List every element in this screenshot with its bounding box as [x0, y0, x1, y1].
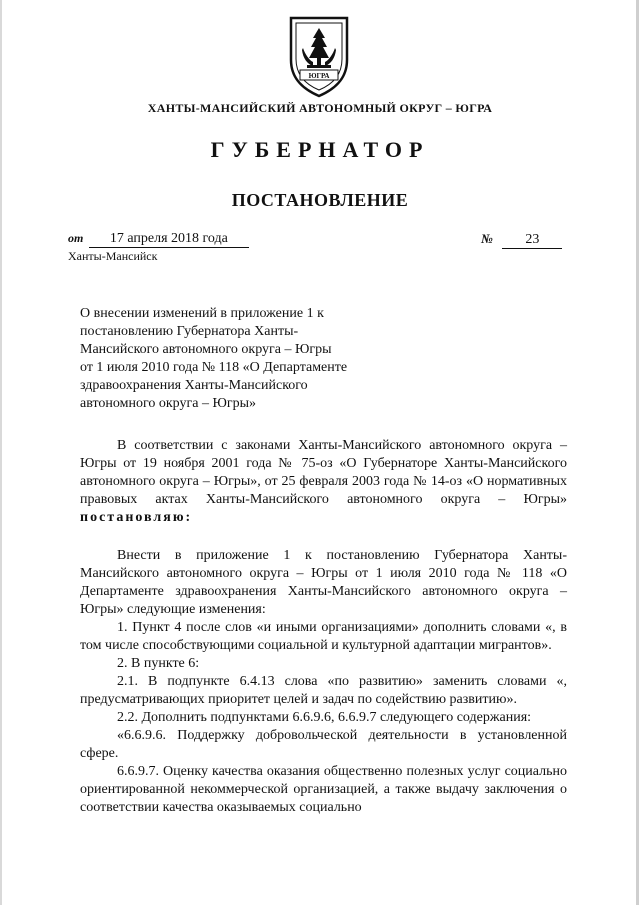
coat-of-arms-emblem [287, 14, 351, 98]
preamble-paragraph [80, 437, 567, 527]
emblem-text: ЮГРА [308, 72, 330, 80]
date-value: 17 апреля 2018 года [89, 231, 249, 248]
body-paragraph: 2.1. В подпункте 6.4.13 слова «по развитию» заменить словами «, предусматривающих приоритет целей и задач по содействию развитию». [80, 674, 567, 707]
body-paragraph: 1. Пункт 4 после слов «и иными организациями» дополнить словами «, в том числе способствующими социальной и культурной адаптации мигрантов». [80, 620, 567, 653]
body-paragraph: 2.2. Дополнить подпунктами 6.6.9.6, 6.6.9.7 следующего содержания: [117, 710, 532, 725]
date-prefix: от [68, 231, 84, 245]
subject-line: О внесении изменений в приложение 1 к [80, 306, 324, 321]
body-paragraph: 6.6.9.7. Оценку качества оказания общественно полезных услуг социально ориентированной некоммерческой организацией, а также выдачу заключения о соответствии качества оказываемых социально [80, 764, 567, 815]
city-name: Ханты-Мансийск [68, 249, 158, 263]
region-name: ХАНТЫ-МАНСИЙСКИЙ АВТОНОМНЫЙ ОКРУГ – ЮГРА [147, 101, 493, 115]
document-type-title: ПОСТАНОВЛЕНИЕ [231, 190, 409, 210]
subject-line: от 1 июля 2010 года № 118 «О Департаменте [80, 360, 348, 375]
number-prefix: № [481, 231, 493, 246]
number-value: 23 [502, 232, 562, 249]
subject-line: автономного округа – Югры» [80, 396, 256, 411]
body-paragraph: 2. В пункте 6: [117, 656, 200, 671]
decree-body [80, 437, 567, 817]
authority-title: ГУБЕРНАТОР [210, 137, 430, 162]
scan-edge-left [0, 0, 2, 905]
resolve-word: постановляю: [80, 510, 193, 525]
subject-line: Мансийского автономного округа – Югры [80, 342, 332, 357]
scan-edge-right [636, 0, 639, 905]
decree-subject [80, 305, 380, 413]
decree-number [481, 231, 562, 249]
decree-date [68, 231, 249, 248]
preamble-text: В соответствии с законами Ханты-Мансийского автономного округа – Югры от 19 ноября 2001 года № 75-оз «О Губернаторе Ханты-Мансийского автономного округа – Югры», от 25 февраля 2003 года № 14-оз «О нормативных правовых актах Ханты-Мансийского автономного округа – Югры» [80, 438, 567, 507]
subject-line: здравоохранения Ханты-Мансийского [80, 378, 308, 393]
subject-line: постановлению Губернатора Ханты- [80, 324, 299, 339]
body-paragraph: «6.6.9.6. Поддержку добровольческой деятельности в установленной сфере. [80, 728, 567, 761]
body-paragraph: Внести в приложение 1 к постановлению Губернатора Ханты-Мансийского автономного округа – Югры от 1 июля 2010 года № 118 «О Департаменте здравоохранения Ханты-Мансийского автономного округа – Югры» следующие изменения: [80, 548, 567, 617]
